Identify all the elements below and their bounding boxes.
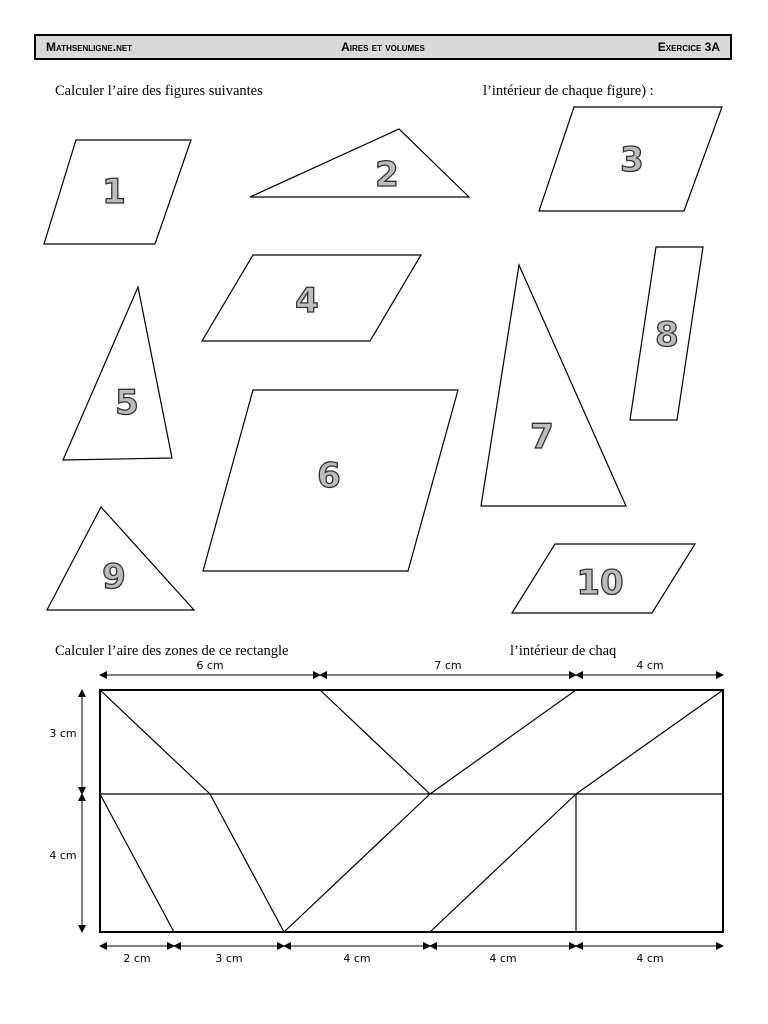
zone-divider	[430, 690, 576, 794]
dim-label-left-1: 3 cm	[49, 727, 77, 740]
dim-label-left-2: 4 cm	[49, 849, 77, 862]
figure-6-label: 6	[317, 456, 341, 496]
figure-5-label: 5	[115, 383, 139, 423]
figure-2-label: 2	[375, 155, 399, 195]
figure-8-label: 8	[655, 315, 679, 355]
figure-7-label: 7	[530, 417, 554, 457]
figure-3-label: 3	[620, 140, 644, 180]
instruction-part2: Calculer l’aire des zones de ce rectangle	[55, 643, 289, 659]
zone-divider	[210, 794, 284, 932]
dim-label-top-1: 6 cm	[196, 659, 224, 672]
zone-divider	[100, 794, 174, 932]
dim-label-bottom-4: 4 cm	[489, 952, 517, 965]
figure-5-triangle	[63, 287, 172, 460]
zone-divider	[284, 794, 430, 932]
instruction-part1: Calculer l’aire des figures suivantes	[55, 83, 263, 99]
zone-divider	[430, 794, 576, 932]
zone-divider	[320, 690, 430, 794]
dim-label-top-3: 4 cm	[636, 659, 664, 672]
figure-9-label: 9	[102, 557, 126, 597]
dim-label-bottom-3: 4 cm	[343, 952, 371, 965]
dim-label-top-2: 7 cm	[434, 659, 462, 672]
figure-10-label: 10	[576, 563, 624, 603]
zone-divider	[100, 690, 210, 794]
topic-title: Aires et volumes	[341, 40, 425, 54]
dim-label-bottom-1: 2 cm	[123, 952, 151, 965]
figure-1-label: 1	[102, 172, 126, 212]
figure-7-triangle	[481, 265, 626, 506]
figure-2-triangle	[250, 129, 469, 197]
instruction-part2-continued: l’intérieur de chaq	[510, 643, 617, 659]
dim-label-bottom-5: 4 cm	[636, 952, 664, 965]
dim-label-bottom-2: 3 cm	[215, 952, 243, 965]
exercise-label: Exercice 3A	[657, 40, 720, 54]
figure-4-label: 4	[295, 281, 319, 321]
site-name: Mathsenligne.net	[46, 40, 133, 54]
zone-divider	[576, 690, 723, 794]
instruction-part1-continued: l’intérieur de chaque figure) :	[483, 83, 654, 99]
